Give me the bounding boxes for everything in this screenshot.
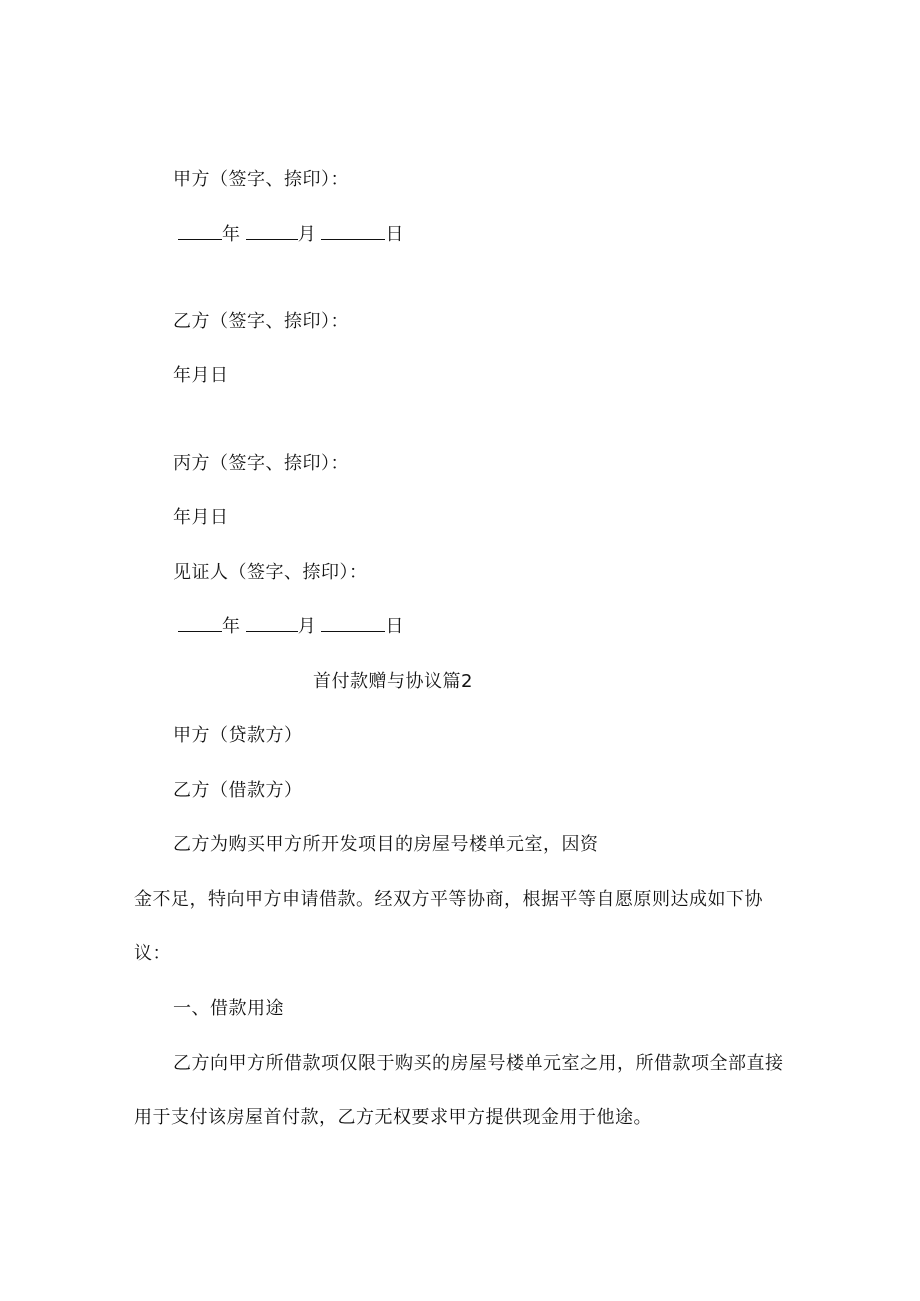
- month-blank[interactable]: [246, 223, 298, 240]
- party-a-date-line: [178, 223, 403, 247]
- party-c-date: 年月日: [173, 507, 229, 528]
- day-blank[interactable]: [321, 615, 385, 632]
- lender-party: 甲方（贷款方）: [173, 725, 303, 746]
- year-unit: 年: [222, 224, 240, 245]
- witness-date-line: [178, 615, 403, 639]
- borrower-party: 乙方（借款方）: [173, 780, 303, 801]
- intro-paragraph-line-2: 金不足，特向甲方申请借款。经双方平等协商，根据平等自愿原则达成如下协: [134, 889, 763, 910]
- party-a-signature-label: 甲方（签字、捺印）：: [173, 169, 349, 190]
- witness-signature-label: 见证人（签字、捺印）：: [173, 562, 368, 583]
- year-blank[interactable]: [178, 615, 222, 632]
- clause-1-line-2: 用于支付该房屋首付款，乙方无权要求甲方提供现金用于他途。: [134, 1107, 652, 1128]
- month-unit: 月: [297, 616, 316, 637]
- day-unit: 日: [385, 224, 404, 245]
- section-title: 首付款赠与协议篇2: [313, 671, 473, 692]
- month-blank[interactable]: [246, 615, 298, 632]
- party-b-signature-label: 乙方（签字、捺印）：: [173, 311, 349, 332]
- clause-1-line-1: 乙方向甲方所借款项仅限于购买的房屋号楼单元室之用，所借款项全部直接: [173, 1053, 784, 1074]
- year-blank[interactable]: [178, 223, 222, 240]
- party-b-date: 年月日: [173, 365, 229, 386]
- day-blank[interactable]: [321, 223, 385, 240]
- intro-paragraph-line-3: 议：: [134, 943, 171, 964]
- day-unit: 日: [385, 616, 404, 637]
- month-unit: 月: [297, 224, 316, 245]
- party-c-signature-label: 丙方（签字、捺印）：: [173, 453, 349, 474]
- clause-1-heading: 一、借款用途: [173, 998, 284, 1019]
- year-unit: 年: [222, 616, 240, 637]
- intro-paragraph-line-1: 乙方为购买甲方所开发项目的房屋号楼单元室，因资: [173, 834, 599, 855]
